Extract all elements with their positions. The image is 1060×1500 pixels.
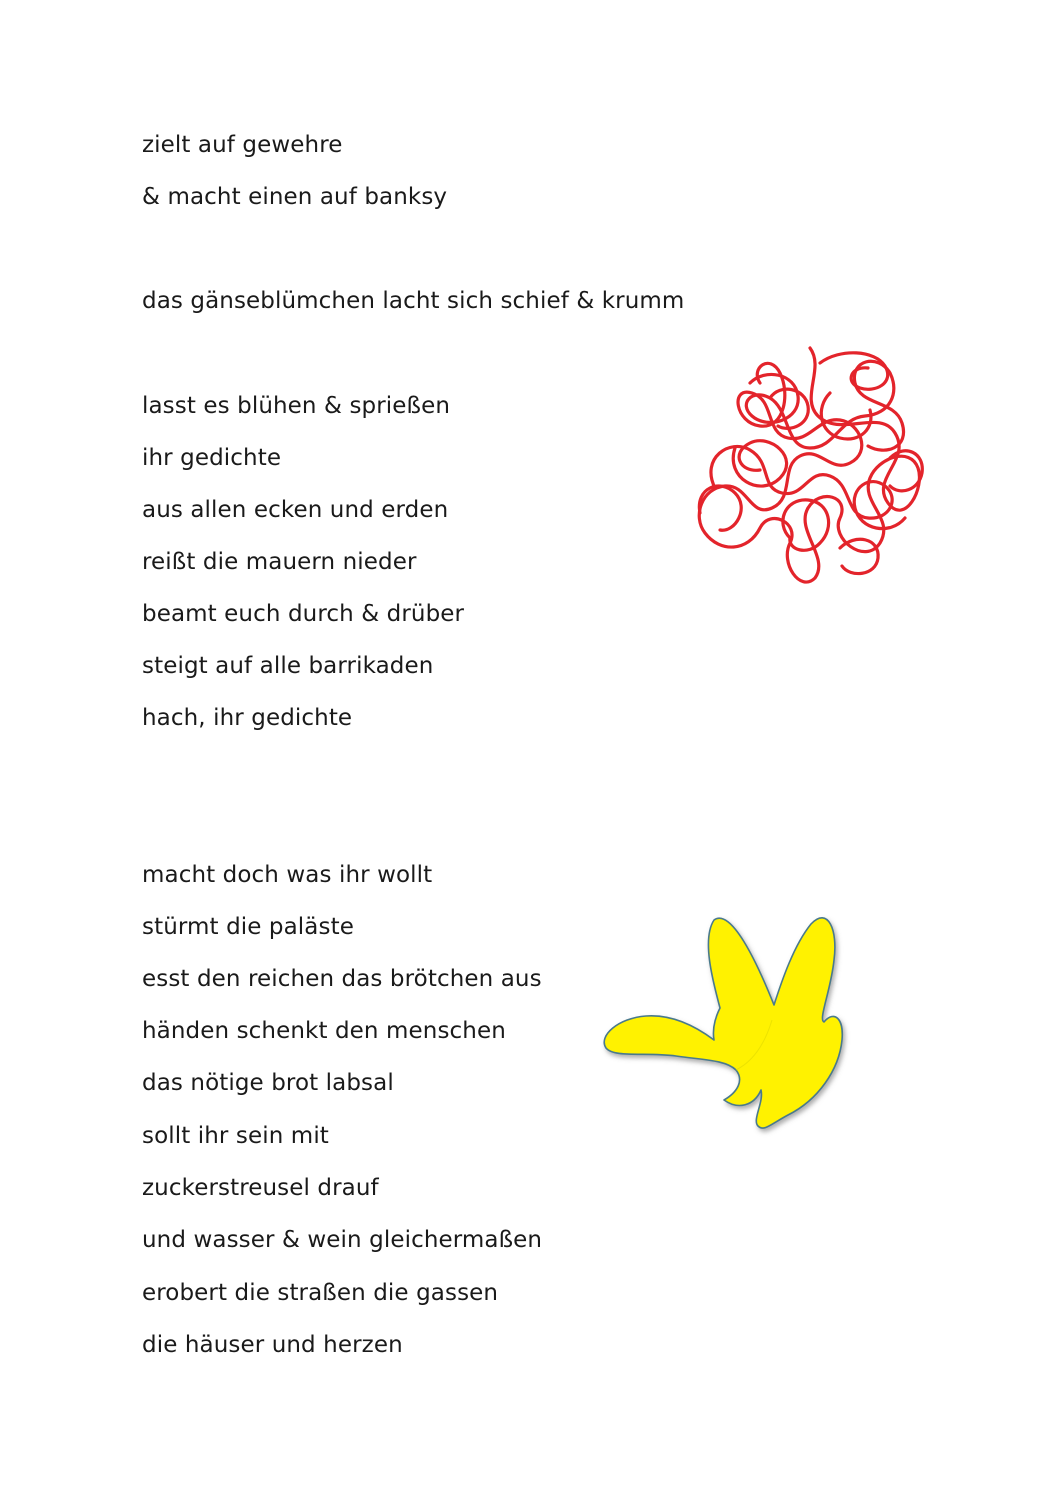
poem-line: zielt auf gewehre [142, 132, 343, 158]
poem-line: lasst es blühen & sprießen [142, 393, 451, 419]
poem-line: das gänseblümchen lacht sich schief & krumm [142, 288, 685, 314]
poem-line: erobert die straßen die gassen [142, 1280, 499, 1306]
poem-line: das nötige brot labsal [142, 1070, 394, 1096]
poem-line: hach, ihr gedichte [142, 705, 353, 731]
poem-line: steigt auf alle barrikaden [142, 653, 434, 679]
poem-line: und wasser & wein gleichermaßen [142, 1227, 543, 1253]
poem-line: reißt die mauern nieder [142, 549, 417, 575]
poem-line: macht doch was ihr wollt [142, 862, 433, 888]
poem-line: aus allen ecken und erden [142, 497, 449, 523]
yellow-splash-icon [596, 910, 852, 1138]
poem-line: stürmt die paläste [142, 914, 354, 940]
red-scribble-icon [690, 338, 935, 586]
poem-line: die häuser und herzen [142, 1332, 403, 1358]
poem-line: ihr gedichte [142, 445, 282, 471]
poem-line: beamt euch durch & drüber [142, 601, 465, 627]
poem-line: & macht einen auf banksy [142, 184, 448, 210]
poem-line: zuckerstreusel drauf [142, 1175, 379, 1201]
poem-line: sollt ihr sein mit [142, 1123, 329, 1149]
poem-line: händen schenkt den menschen [142, 1018, 506, 1044]
poem-line: esst den reichen das brötchen aus [142, 966, 542, 992]
